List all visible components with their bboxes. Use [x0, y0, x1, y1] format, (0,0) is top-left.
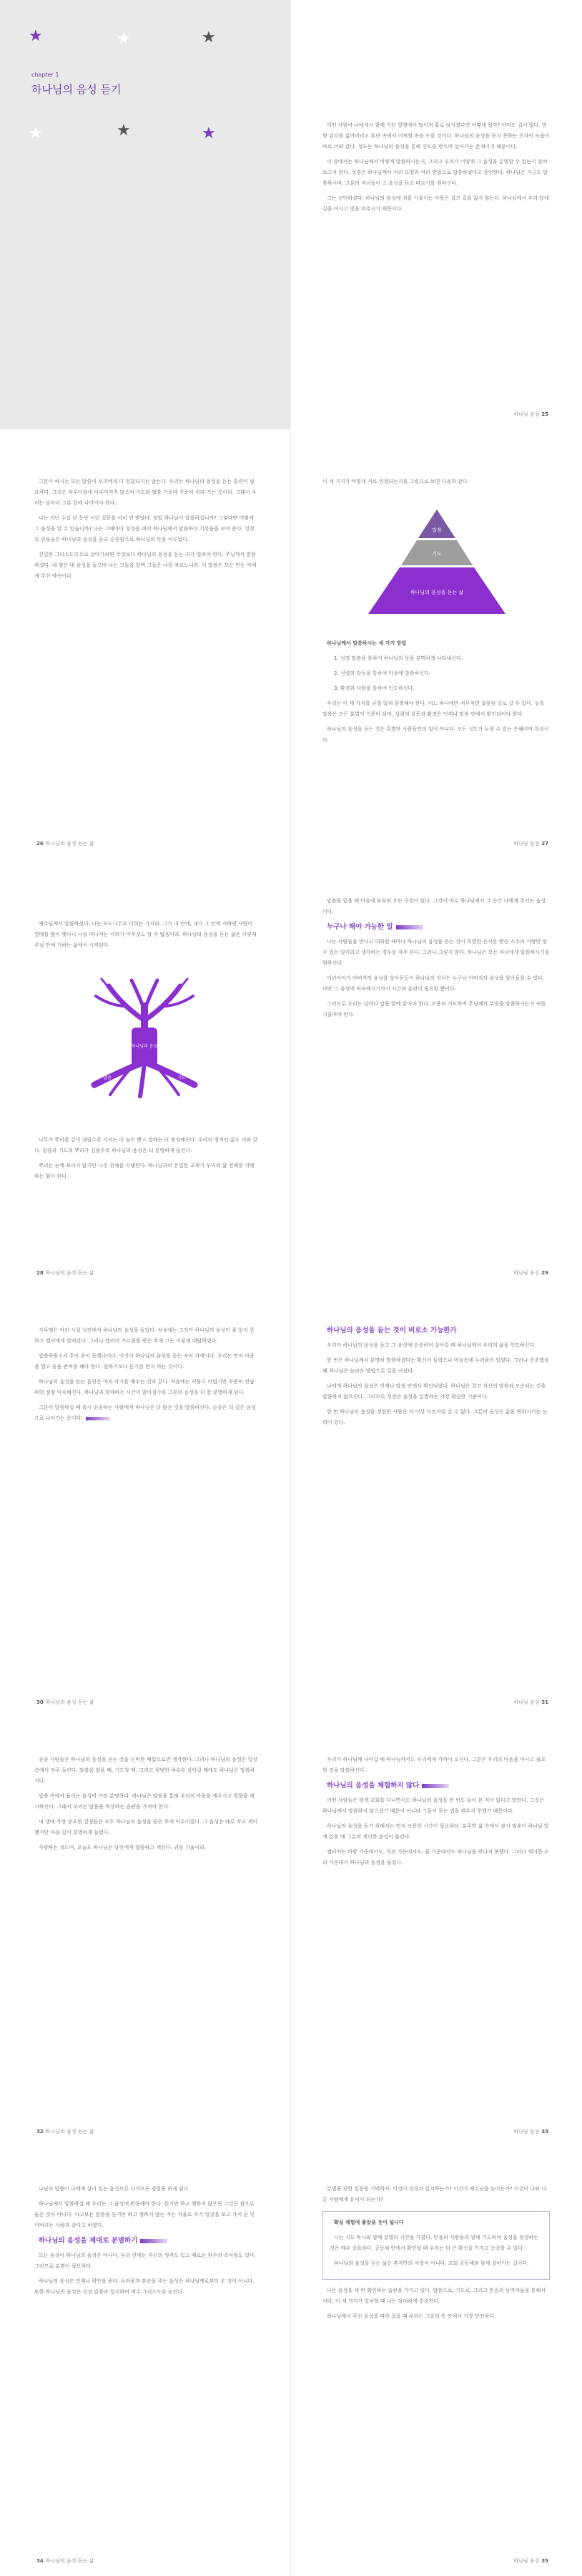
intro-text [322, 477, 550, 492]
accent-bar [86, 1417, 110, 1420]
paragraph: 예수님께서 말씀하셨다. 나는 포도나무요 너희는 가지라. 그가 내 안에, 내가 그 안에 거하면 사람이 열매를 많이 맺나니 나를 떠나서는 너희가 아무것도 할 수 없음이라. 하나님의 음성을 듣는 삶은 이렇게 주님 안에 거하는 삶에서 시작된다. [34, 921, 257, 948]
list-item: 1. 성경 말씀을 통하여 하나님의 뜻을 분명하게 나타내신다. [334, 655, 463, 661]
paragraph: 그러므로 우리는 날마다 말씀 앞에 앉아야 한다. 조용히 기도하며 주님께서 무엇을 말씀하시는지 귀를 기울여야 한다. [322, 1001, 546, 1018]
tree-branch [144, 980, 157, 1010]
paragraph: 한 번 하나님의 음성을 경험한 사람은 더 이상 이전처럼 살 수 없다. 그분의 음성은 삶을 변화시키는 능력이 있다. [322, 1409, 548, 1425]
paragraph: 나는 지난 수십 년 동안 이런 질문을 여러 번 받았다. 정말 하나님이 말씀하십니까? 그렇다면 어떻게 그 음성을 알 수 있습니까? 나는 그때마다 성경을 펴서 하나님께서 말씀하신 기록들을 보여 준다. 성경 속 인물들은 하나님의 음성을 듣고 순종함으로 하나님의 뜻을 이루었다. [34, 515, 255, 542]
spread-2 [0, 429, 582, 859]
section-heading-text: 하나님의 음성을 듣는 것이 비로소 가능한가 [327, 1327, 457, 1335]
star-icon: ★ [202, 29, 216, 47]
paragraph: 한 번은 하나님께서 분명히 말씀하셨다는 확신이 들었으나 마음속에 두려움이 있었다. 그러나 순종했을 때 하나님은 놀라운 방법으로 길을 여셨다. [322, 1357, 549, 1374]
list-title: 하나님께서 말씀하시는 세 가지 방법 [327, 640, 407, 646]
body-text [34, 2184, 259, 2302]
list-item: 2. 성령의 감동을 통하여 마음에 말씀하신다. [334, 670, 430, 676]
spread-1 [0, 0, 582, 429]
paragraph-text: 그분이 말씀하실 때 즉시 순종하는 사람에게 하나님은 더 많은 것을 말씀하신다. 순종은 더 깊은 음성으로 나아가는 문이다. [34, 1405, 256, 1421]
paragraph: 그는 선언하셨다. 하나님의 음성에 귀를 기울이는 사람은 결코 길을 잃지 않는다. 하나님께서 우리 앞에 길을 여시고 빛을 비추시기 때문이다. [322, 195, 549, 212]
star-icon: ★ [29, 27, 43, 45]
page-number: 31 [541, 1699, 548, 1705]
folio [34, 1699, 94, 1706]
folio-text: 하나님의 음성 듣는 삶 [45, 1699, 94, 1705]
page-34 [0, 2147, 291, 2576]
paragraph: 엘리야는 바람 가운데서도, 지진 가운데서도, 불 가운데서도 하나님을 만나지 못했다. 그러나 세미한 소리 가운데서 하나님의 음성을 들었다. [322, 1849, 549, 1865]
tree-diagram [80, 977, 209, 1099]
page-number: 26 [36, 841, 44, 847]
heading-bar [422, 1784, 449, 1788]
page-29 [291, 859, 582, 1288]
tree-left-root-label: 말씀 [103, 1075, 112, 1080]
folio-text: 하나님 음성 [513, 411, 540, 417]
paragraph: 나님의 말씀이 나에게 살아 있는 음성으로 다가오는 경험을 하게 된다. [39, 2186, 190, 2192]
page-28 [0, 859, 291, 1288]
paragraph: 이 장에서는 하나님께서 어떻게 말씀하시는지, 그리고 우리가 어떻게 그 음성을 분별할 수 있는지 살펴보고자 한다. 성경은 하나님께서 여러 모양과 여러 방법으로 말씀하셨다고 증언한다. 하나님은 지금도 말씀하시며, 그분의 자녀들이 그 음성을 듣고 따르기를 원하신다. [322, 159, 548, 186]
chapter-panel [0, 0, 291, 429]
body-text [322, 2184, 550, 2326]
paragraph: 나무가 뿌리를 깊이 내릴수록 가지는 더 높이 뻗고 열매는 더 풍성해진다. 우리의 영적인 삶도 이와 같다. 말씀과 기도의 뿌리가 깊을수록 하나님의 음성은 더 분명하게 들린다. [34, 1137, 258, 1153]
callout-box [322, 2211, 550, 2280]
paragraph: 친밀한 그리스도인으로 살아가려면 무엇보다 하나님의 음성을 듣는 귀가 열려야 한다. 주님께서 말씀하셨다. 내 양은 내 음성을 들으며 나는 그들을 알며 그들은 나를 따르느니라. 이 말씀은 모든 믿는 자에게 주신 약속이다. [34, 552, 257, 579]
folio-text: 하나님의 음성 듣는 삶 [45, 841, 94, 847]
page-31 [291, 1288, 582, 1717]
body-text [34, 1325, 259, 1428]
paragraph: 모든 음성이 하나님의 음성은 아니다. 우리 안에는 자신의 생각도 있고 때로는 원수의 속삭임도 있다. 그러므로 분별이 필요하다. [34, 2253, 256, 2269]
spread-6 [0, 2147, 582, 2576]
body-text [322, 1325, 550, 1433]
tree-branch [174, 979, 187, 995]
page-number: 29 [541, 1270, 548, 1276]
star-icon: ★ [29, 125, 43, 142]
paragraph: 사랑하는 성도여, 오늘도 하나님은 당신에게 말씀하고 계신다. 귀를 기울이라. [39, 1845, 207, 1850]
section-heading [322, 1780, 550, 1791]
folio [34, 1269, 94, 1277]
paragraph: 내 생애 가장 중요한 결정들은 모두 하나님의 음성을 들은 후에 이루어졌다. 그 음성은 때로 작고 세미했지만 마음 깊이 분명하게 들렸다. [34, 1819, 258, 1835]
folio [513, 1699, 551, 1706]
folio-text: 하나님 음성 [513, 2129, 540, 2135]
paragraph: 종종 사람들은 하나님의 음성을 듣는 것을 신비한 체험으로만 생각한다. 그러나 하나님의 음성은 일상 속에서 자주 들린다. 말씀을 읽을 때, 기도할 때, 그리고 평범한 하루를 살아갈 때에도 하나님은 말씀하신다. [34, 1757, 258, 1784]
paragraph: 나는 음성을 세 번 확인하는 습관을 가지고 있다. 말씀으로, 기도로, 그리고 믿음의 동역자들을 통해서이다. 이 세 가지가 일치할 때 나는 담대하게 순종한다. [322, 2288, 546, 2304]
body-text [34, 1755, 259, 1858]
body-text [322, 120, 550, 219]
section-heading [34, 2235, 259, 2246]
tree-branch [102, 979, 114, 995]
folio-text: 하나님 음성 [513, 2558, 540, 2564]
body-text [322, 638, 550, 750]
page-number: 27 [541, 841, 548, 847]
paragraph: 하나님의 음성을 듣는 훈련은 마치 악기를 배우는 것과 같다. 처음에는 서툴고 어렵지만 꾸준히 연습하면 점점 익숙해진다. 하나님과 함께하는 시간이 많아질수록 그분의 음성을 더 잘 분별하게 된다. [34, 1379, 255, 1395]
paragraph [34, 1402, 259, 1424]
folio-text: 하나님의 음성 듣는 삶 [45, 2129, 94, 2135]
page-25 [291, 0, 582, 429]
paragraph: 우리는 이 세 가지를 균형 있게 분별해야 한다. 어느 하나에만 치우치면 잘못된 길로 갈 수 있다. 성경 말씀은 모든 분별의 기준이 되며, 성령의 감동과 환경은 언제나 말씀 안에서 확인되어야 한다. [322, 701, 544, 717]
paragraph: 하나님께서 말씀하실 때 우리는 그 음성에 반응해야 한다. 듣기만 하고 행하지 않으면 그것은 참으로 들은 것이 아니다. 야고보는 말씀을 듣기만 하고 행하지 않는 자는 거울로 자기 얼굴을 보고 가서 곧 잊어버리는 사람과 같다고 하였다. [34, 2201, 255, 2228]
folio [513, 1269, 551, 1277]
paragraph: 하나님께서 주신 음성을 따라 걸을 때 우리는 그분의 뜻 안에서 가장 안전하다. [327, 2313, 496, 2319]
tree-root [140, 1062, 144, 1096]
pyramid-middle-label: 기도 [432, 551, 442, 557]
folio [513, 840, 551, 847]
folio [34, 2128, 94, 2135]
folio-text: 하나님 음성 [513, 1270, 540, 1276]
paragraph: 사무엘은 어린 시절 성전에서 하나님의 음성을 들었다. 처음에는 그것이 하나님의 음성인 줄 알지 못하고 엘리에게 달려갔다. 그러나 엘리의 가르침을 받은 후에 그는 이렇게 대답하였다. [34, 1327, 255, 1344]
section-heading-text: 하나님의 음성을 체험하지 않다 [327, 1782, 420, 1790]
spread-3 [0, 859, 582, 1288]
body-text [322, 1755, 550, 1873]
page-33 [291, 1717, 582, 2147]
paragraph: 어떤 사람이 나에게서 함께 가던 일행에서 떨어져 홀로 남겨졌다면 어떻게 될까? 아마도 길이 없다. 방향 감각을 잃어버리고 혼란 속에서 어찌할 바를 모를 것이다. 하나님의 음성을 듣지 못하는 신자의 모습이 바로 이와 같다. 성도는 하나님의 음성을 통해 인도를 받으며 살아가는 존재이기 때문이다. [322, 122, 550, 150]
paragraph: 말씀하옵소서 주의 종이 듣겠나이다. 이것이 하나님의 음성을 듣는 자의 자세이다. 우리는 먼저 마음을 열고 들을 준비를 해야 한다. 말하기보다 듣기를 먼저 하는 것이다. [34, 1353, 255, 1370]
spread-5 [0, 1717, 582, 2147]
chapter-opener-page [0, 0, 291, 429]
pyramid-bottom-label: 하나님의 음성을 듣는 삶 [410, 590, 464, 595]
paragraph: 말씀 속에서 들리는 음성이 가장 분명하다. 하나님은 말씀을 통해 우리의 마음을 깨우시고 방향을 제시하신다. 그래서 우리는 말씀을 묵상하는 습관을 가져야 한다. [34, 1793, 255, 1810]
pyramid-top-label: 말씀 [432, 527, 442, 533]
callout-title: 확실 체험에 좋았을 듯이 됩니다 [334, 2220, 404, 2225]
paragraph: 나는 지도 목사와 함께 분별의 시간을 가졌다. 믿음의 사람들과 함께 기도하며 음성을 점검하는 것은 매우 중요하다. 공동체 안에서 확인될 때 우리는 더 큰 확신을 가지고 순종할 수 있다. [330, 2235, 538, 2251]
paragraph: 하나님의 음성을 듣는 것은 특별한 사람들만의 일이 아니다. 모든 성도가 누릴 수 있는 은혜이며 특권이다. [322, 726, 549, 743]
star-icon: ★ [202, 125, 216, 142]
folio [34, 2557, 94, 2565]
page-number: 30 [36, 1699, 44, 1705]
body-text [34, 919, 259, 955]
page-number: 34 [36, 2558, 44, 2564]
paragraph: 그분이 하시는 모든 말씀이 우리에게 다 전달되지는 않는다. 우리는 하나님의 음성을 듣는 훈련이 필요하다. 그것은 하루아침에 이루어지지 않으며 기도와 말씀 가운데 꾸준히 자라 가는 것이다. 그래서 우리는 날마다 그분 앞에 나아가야 한다. [34, 479, 257, 506]
paragraph: 이 세 가지가 어떻게 서로 연결되는지를 그림으로 보면 다음과 같다. [322, 479, 469, 484]
paragraph: 우리가 하나님께 나아갈 때 하나님께서도 우리에게 가까이 오신다. 그분은 우리의 마음을 아시고 필요한 것을 말씀하신다. [322, 1757, 546, 1773]
page-35 [291, 2147, 582, 2576]
tree-right-root-label: 기도 [177, 1075, 186, 1080]
page-number: 35 [541, 2558, 548, 2564]
list-item: 3. 환경과 사람을 통하여 인도하신다. [334, 686, 415, 691]
paragraph: 말씀을 읽을 때 마음에 부딪혀 오는 구절이 있다. 그것이 바로 하나님께서 그 순간 나에게 주시는 음성이다. [322, 898, 546, 914]
section-heading [322, 1325, 550, 1336]
folio [513, 2557, 551, 2565]
section-heading-text: 누구나 해야 가능한 일 [327, 923, 393, 931]
page-26 [0, 429, 291, 859]
section-heading-text: 하나님의 음성을 제대로 분별하기 [39, 2237, 138, 2245]
page-number: 33 [541, 2129, 548, 2135]
folio-text: 하나님 음성 [513, 1699, 540, 1705]
chapter-title: 하나님의 음성 듣기 [31, 83, 122, 96]
star-icon: ★ [117, 30, 131, 48]
paragraph: 우리가 하나님의 음성을 듣고 그 음성에 순종하며 살아갈 때 하나님께서 우리의 삶을 인도하신다. [327, 1342, 536, 1348]
paragraph: 분별을 위한 질문을 기억하자. 이것이 성경과 일치하는가? 이것이 예수님을 높이는가? 이것이 나와 다른 사람에게 유익이 되는가? [322, 2186, 546, 2202]
page-number: 32 [36, 2129, 44, 2135]
page-number: 25 [541, 411, 548, 417]
body-text [34, 477, 259, 586]
chapter-label: chapter 1 [31, 72, 59, 78]
page-30 [0, 1288, 291, 1717]
pyramid-diagram [365, 508, 508, 615]
pyramid-top [418, 509, 455, 538]
page-32 [0, 1717, 291, 2147]
paragraph: 뿌리는 눈에 보이지 않지만 나무 전체를 지탱한다. 하나님과의 은밀한 교제가 우리의 삶 전체를 지탱하는 힘이 된다. [34, 1163, 255, 1179]
tree-branch [132, 980, 144, 1010]
folio [513, 2128, 551, 2135]
paragraph: 어떤 사람들은 평생 교회를 다니면서도 하나님의 음성을 한 번도 들어 본 적이 없다고 말한다. 그것은 하나님께서 말씀하지 않으셨기 때문이 아니라 그들이 듣는 법을 배우지 못했기 때문이다. [322, 1797, 544, 1814]
star-icon: ★ [117, 122, 131, 140]
heading-bar [140, 2239, 167, 2243]
paragraph: 하나님의 음성을 듣기 위해서는 먼저 조용한 시간이 필요하다. 분주한 삶 속에서 잠시 멈추어 하나님 앞에 앉을 때 그분의 세미한 음성이 들린다. [322, 1823, 549, 1840]
heading-bar [396, 925, 423, 930]
page-27 [291, 429, 582, 859]
page-number: 28 [36, 1270, 44, 1276]
paragraph: 하나님의 음성은 언제나 평안을 준다. 두려움과 혼란을 주는 음성은 하나님께로부터 온 것이 아니다. 또한 하나님의 음성은 성경 말씀과 일치하며 예수 그리스도를 높인다. [34, 2278, 255, 2295]
tree-center-label: 하나님의 음성 [131, 1044, 158, 1049]
paragraph: 나에게 하나님의 음성은 언제나 말씀 안에서 확인되었다. 하나님은 결코 자신의 말씀과 모순되는 것을 말씀하지 않으신다. 그러므로 성경은 음성을 분별하는 가장 확실한 기준이다. [322, 1383, 546, 1400]
spread-4 [0, 1288, 582, 1717]
paragraph: 나는 사람들을 만나고 대화할 때마다 하나님의 음성을 듣는 것이 특별한 은사를 받은 소수의 사람만 할 수 있는 일이라고 생각하는 경우를 자주 본다. 그러나 그렇지 않다. 하나님은 모든 자녀에게 말씀하시기를 원하신다. [322, 939, 550, 966]
folio [513, 411, 551, 418]
section-heading [322, 922, 550, 932]
folio-text: 하나님 음성 [513, 841, 540, 847]
folio-text: 하나님의 음성 듣는 삶 [45, 1270, 94, 1276]
paragraph: 하나님의 음성을 듣는 삶은 혼자만의 여정이 아니다. 교회 공동체와 함께 걸어가는 길이다. [334, 2260, 529, 2266]
paragraph: 어린아이가 아버지의 음성을 알아듣듯이 하나님의 자녀는 누구나 아버지의 음성을 알아들을 수 있다. 다만 그 음성에 익숙해지기까지 시간과 훈련이 필요할 뿐이다. [322, 975, 544, 992]
body-text [34, 1135, 259, 1186]
folio-text: 하나님의 음성 듣는 삶 [45, 2558, 94, 2564]
body-text [322, 896, 550, 1025]
folio [34, 840, 94, 847]
